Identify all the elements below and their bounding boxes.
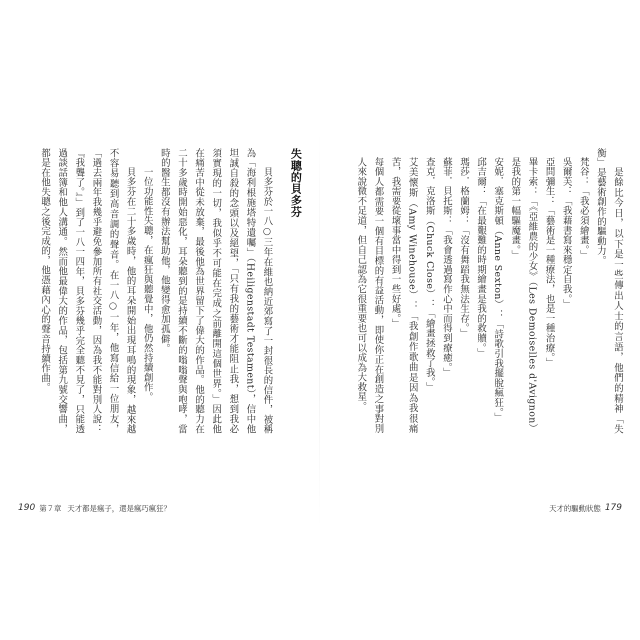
quote-picasso: 畢卡索：「《亞維農的少女》（Les Demoiselles d'Avignon）是我的第一幅驅魔畫。」 — [509, 157, 538, 434]
intro-paragraph: 是餘比今日，以下是一些傳出人士的言語，他們的精神「失衡」是藝術創作的驅動力。 — [594, 148, 623, 434]
quote-woolf: 吳爾芙：「我藉書寫來穩定自我。」 — [560, 157, 572, 310]
quote-close: 查克．克洛斯（Chuck Close）：「繪畫拯救了我。」 — [423, 157, 435, 393]
body-paragraph: 貝多芬於一八○三年在維也納近郊寫了一封很長的信件，被稱為「海利根施塔特遺囑」（Heiligenstadt Testament），信中他坦誠自殺的念頭以及絕望，「只有我的藝術才能阻止我，想到我必須實現的一切，我似乎不可能在完成之前離開這個世界。」因此他在痛苦中從未放棄，最後他為世界留下了偉大的作品。他的聽力在二十多歲時開始惡化，耳朵聽到的是持續不斷的嗡嗡聲與咆哮，當時的醫生都沒有辦法幫助他，他變得愈加孤僻。 — [158, 148, 273, 434]
quote-winehouse: 艾美懷斯（Amy Winehouse）：「我創作歌曲是因為我很痛苦，我需要從壞事當中得到一些好處。」 — [389, 157, 418, 434]
chapter-label: 第７章 — [39, 503, 62, 513]
quote-sophie: 蘇菲．貝托斯：「我會透過寫作心中而得到療癒。」 — [440, 157, 452, 378]
left-page-text — [14, 148, 312, 434]
left-page — [14, 148, 312, 488]
section-heading: 失聰的貝多芬 — [289, 148, 303, 218]
page-number: 190 — [18, 503, 36, 513]
quote-kusama: 亞問彌生：「藝術是一種療法，也是一種治療。」 — [543, 157, 555, 369]
quote-sexton: 安妮．塞克斯頓（Anne Sexton）：「詩歌引我擺脫瘋狂。」 — [492, 157, 504, 423]
quote-graham: 瑪莎．格蘭姆：「沒有舞蹈我無法生存。」 — [458, 157, 470, 339]
chapter-title: 天才都是瘋子，還是瘋巧瘋狂？ — [67, 503, 171, 513]
right-page — [330, 148, 626, 488]
right-footer — [549, 501, 626, 515]
running-title: 天才的驅動狀態 — [549, 503, 601, 513]
right-page-text — [330, 148, 626, 434]
page-number: 179 — [604, 503, 622, 513]
quote-churchill: 邱吉爾：「在最艱難的時期繪畫是我的救贖。」 — [475, 157, 487, 359]
closing-paragraph: 每個人都需要一個有目標的有益活動，即使你正在創造之事對別人來說微不足道，但自己認為它很重要也可以成為大救星。 — [355, 157, 384, 434]
body-paragraph: 一位功能性失聰，在瘋狂與聽覺中，他仍然持續創作。 — [141, 166, 153, 402]
quote-van-gogh: 梵谷：「我必須繪畫。」 — [577, 157, 589, 261]
left-footer — [14, 501, 171, 515]
page-gutter — [319, 130, 320, 530]
body-paragraph: 貝多芬在二十多歲時，他的耳朵開始出現耳鳴的現象，越來越不容易聽到高音調的聲音。在一八○一年，他寫信給一位朋友，「過去兩年我幾乎避免參加所有社交活動，因為我不能對別人說：『我聾了。』」到了一八一四年，貝多芬幾乎完全聽不見了，只能透過談話簿和他人溝通。然而他最偉大的作品，包括第九號交響曲，都是在他失聰之後完成的，他憑藉內心的聲音持續作曲。 — [39, 148, 136, 434]
